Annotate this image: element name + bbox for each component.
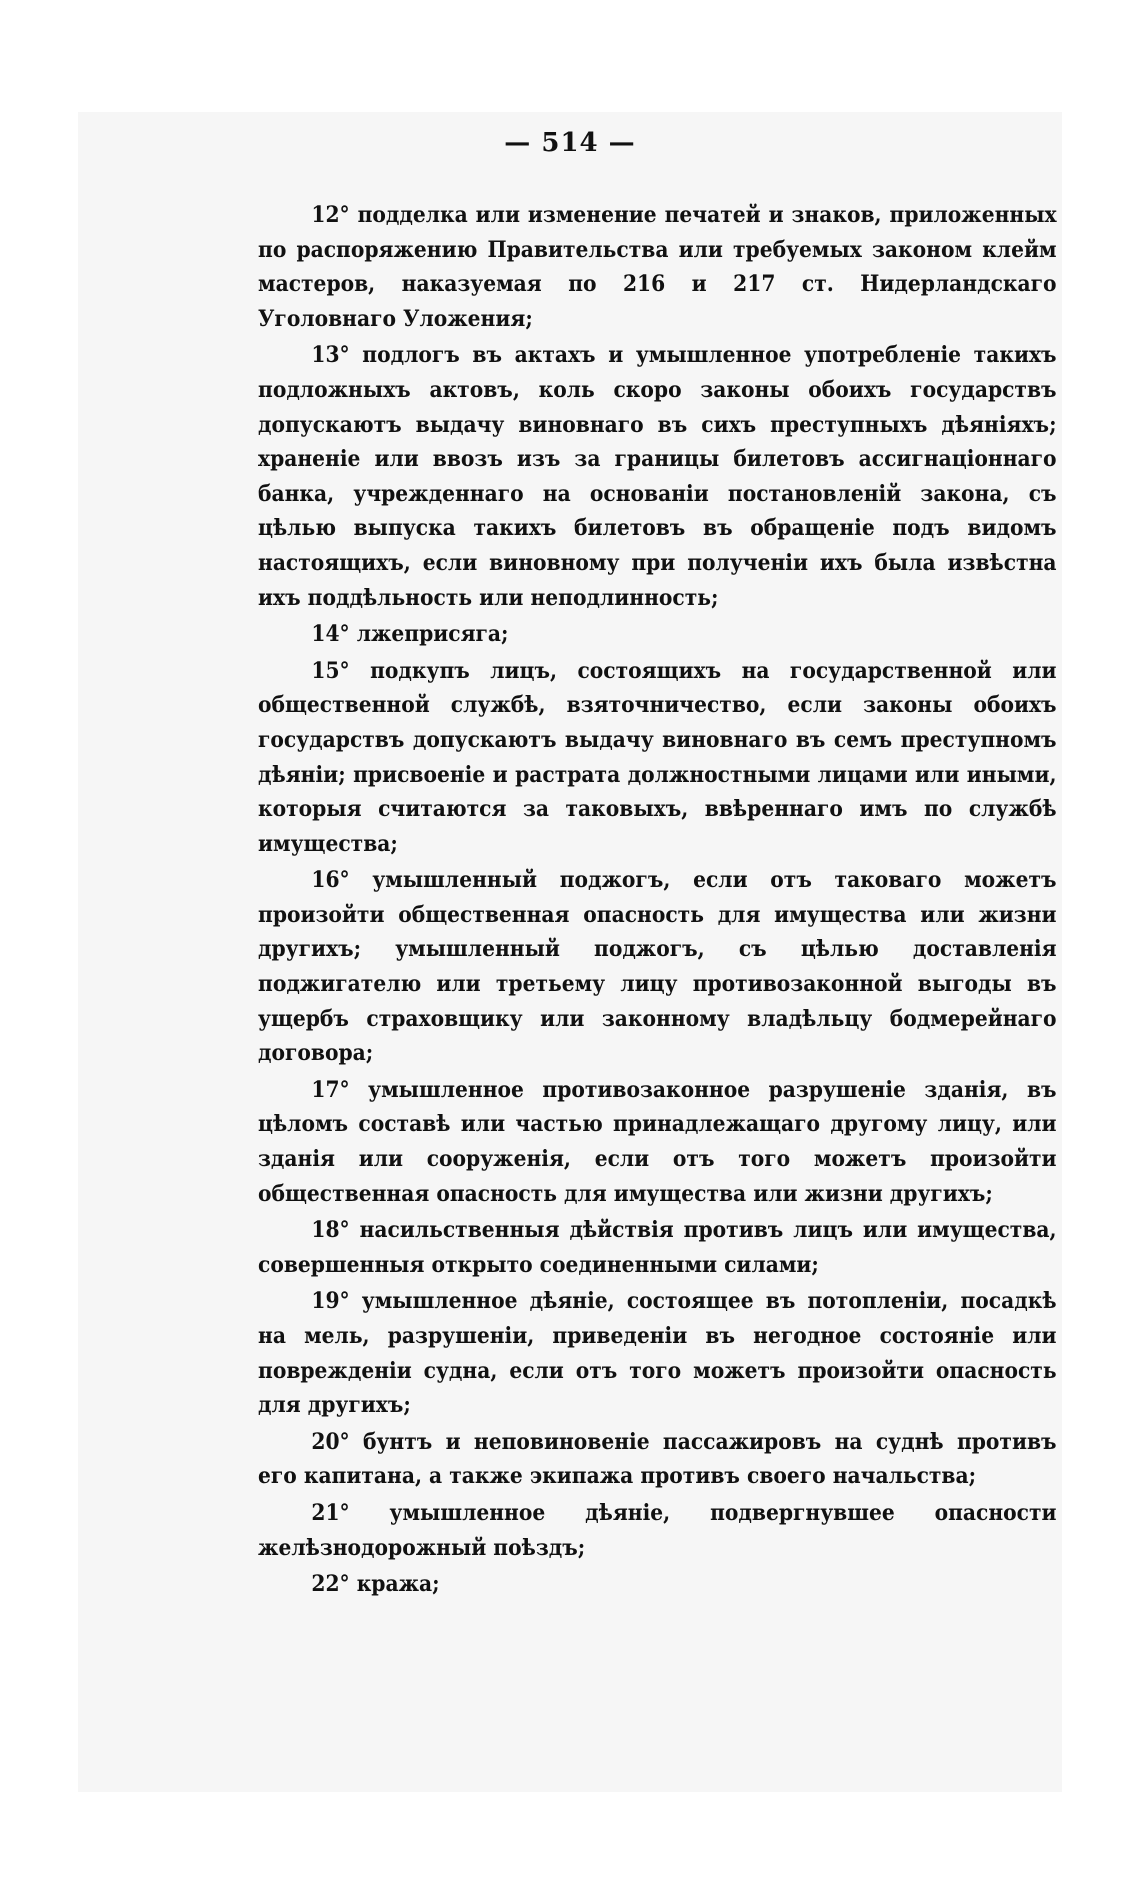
paragraph-21: 21° умышленное дѣяніе, подвергнувшее опасности желѣзнодорожный поѣздъ; xyxy=(258,1499,1057,1561)
paragraph-19: 19° умышленное дѣяніе, состоящее въ потопленіи, посадкѣ на мель, разрушеніи, приведеніи въ негодное состояніе или поврежденіи судна, если отъ того можетъ произойти опасность для другихъ; xyxy=(258,1288,1057,1419)
paragraph-22: 22° кража; xyxy=(311,1571,440,1598)
paragraph-14: 14° лжеприсяга; xyxy=(311,621,509,648)
paragraph-17: 17° умышленное противозаконное разрушеніе зданія, въ цѣломъ составѣ или частью принадлежащаго другому лицу, или зданія или сооруженія, если отъ того можетъ произойти общественная опасность для имущества или жизни другихъ; xyxy=(258,1076,1057,1207)
paragraph-16: 16° умышленный поджогъ, если отъ таковаго можетъ произойти общественная опасность для имущества или жизни другихъ; умышленный поджогъ, съ цѣлью доставленія поджигателю или третьему лицу противозаконной выгоды въ ущербъ страховщику или законному владѣльцу бодмерейнаго договора; xyxy=(258,867,1057,1067)
paragraph-20: 20° бунтъ и неповиновеніе пассажировъ на суднѣ противъ его капитана, а также экипажа противъ своего начальства; xyxy=(258,1428,1057,1490)
paragraph-12: 12° подделка или изменение печатей и знаков, приложенных по распоряжению Правительства или требуемых законом клейм мастеров, наказуемая по 216 и 217 ст. Нидерландскаго Уголовнаго Уложения; xyxy=(258,202,1057,332)
paragraph-13: 13° подлогъ въ актахъ и умышленное употребленіе такихъ подложныхъ актовъ, коль скоро законы обоихъ государствъ допускаютъ выдачу виновнаго въ сихъ преступныхъ дѣяніяхъ; храненіе или ввозъ изъ за границы билетовъ ассигнаціоннаго банка, учрежденнаго на основаніи постановленій закона, съ цѣлью выпуска такихъ билетовъ въ обращеніе подъ видомъ настоящихъ, если виновному при полученіи ихъ была извѣстна ихъ поддѣльность или неподлинность; xyxy=(258,342,1057,611)
body-text xyxy=(258,198,1058,1604)
page-number: — 514 — xyxy=(504,128,636,158)
paragraph-15: 15° подкупъ лицъ, состоящихъ на государственной или общественной службѣ, взяточничество, если законы обоихъ государствъ допускаютъ выдачу виновнаго въ семъ преступномъ дѣяніи; присвоеніе и растрата должностными лицами или иными, которыя считаются за таковыхъ, ввѣреннаго имъ по службѣ имущества; xyxy=(258,657,1057,857)
paragraph-18: 18° насильственныя дѣйствія противъ лицъ или имущества, совершенныя открыто соединенными силами; xyxy=(258,1217,1057,1278)
